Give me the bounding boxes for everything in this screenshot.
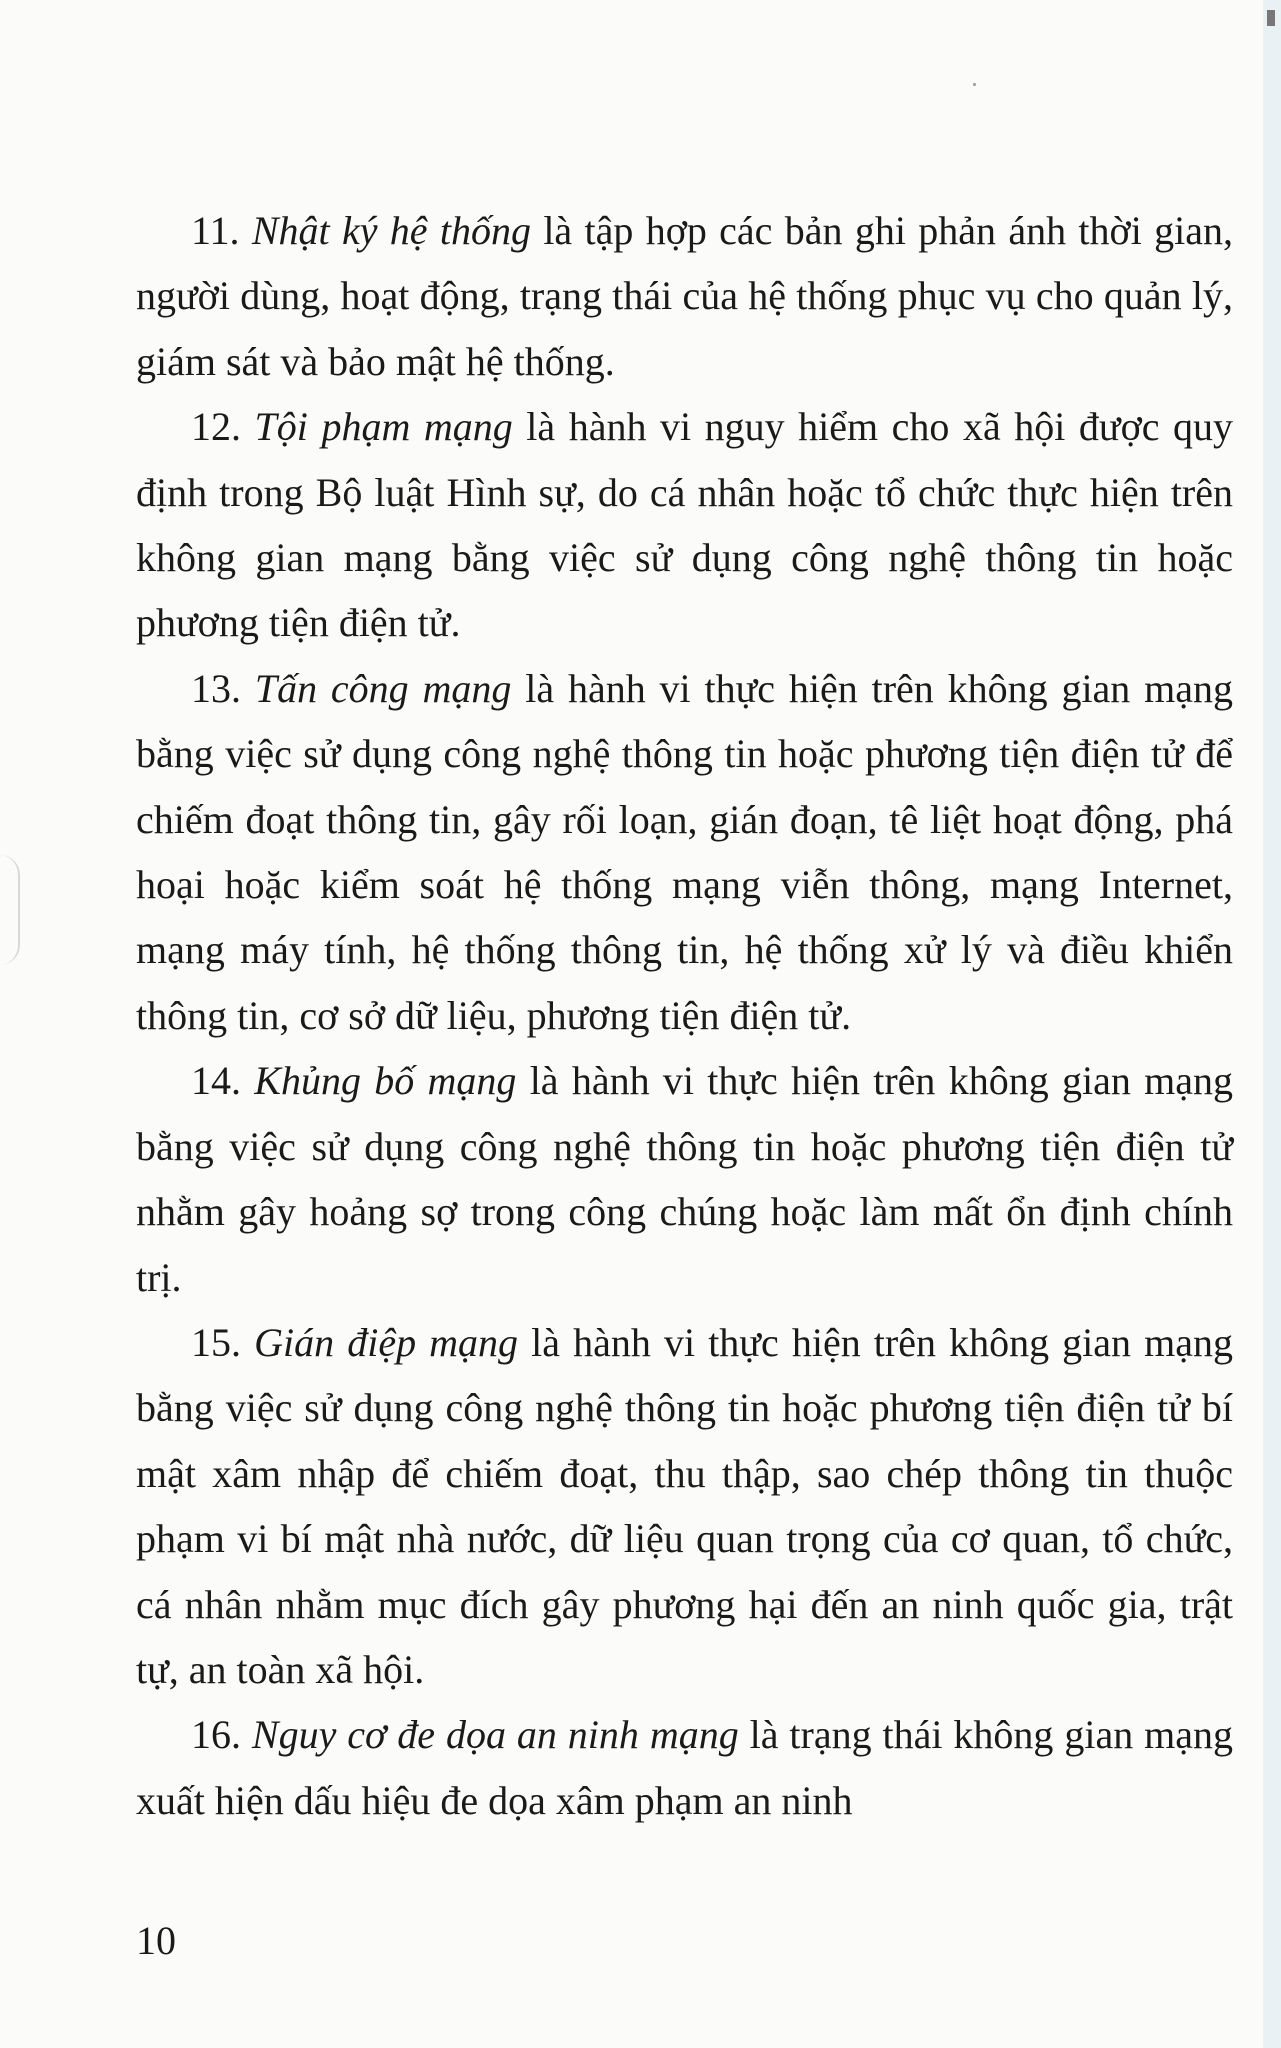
body-text [136, 198, 1233, 1833]
scan-speck [973, 83, 976, 86]
definition-text: là hành vi thực hiện trên không gian mạng bằng việc sử dụng công nghệ thông tin hoặc phương tiện điện tử nhằm gây hoảng sợ trong công chúng hoặc làm mất ổn định chính trị. [136, 1058, 1233, 1300]
definition-paragraph-13 [136, 656, 1233, 1048]
defined-term: Gián điệp mạng [254, 1319, 519, 1365]
definition-text: là hành vi nguy hiểm cho xã hội được quy định trong Bộ luật Hình sự, do cá nhân hoặc tổ chức thực hiện trên không gian mạng bằng việc sử dụng công nghệ thông tin hoặc phương tiện điện tử. [136, 404, 1234, 646]
margin-shadow [0, 855, 20, 965]
definition-text: là trạng thái không gian mạng xuất hiện dấu hiệu đe dọa xâm phạm an ninh [136, 1712, 1233, 1823]
definition-paragraph-15 [136, 1310, 1233, 1702]
defined-term: Tội phạm mạng [254, 404, 513, 450]
defined-term: Khủng bố mạng [254, 1058, 517, 1104]
definition-paragraph-14 [136, 1048, 1233, 1310]
paragraph-number: 13. [191, 665, 241, 711]
definition-text: là hành vi thực hiện trên không gian mạng bằng việc sử dụng công nghệ thông tin hoặc phương tiện điện tử bí mật xâm nhập để chiếm đoạt, thu thập, sao chép thông tin thuộc phạm vi bí mật nhà nước, dữ liệu quan trọng của cơ quan, tổ chức, cá nhân nhằm mục đích gây phương hại đến an ninh quốc gia, trật tự, an toàn xã hội. [136, 1319, 1234, 1692]
defined-term: Tấn công mạng [254, 665, 512, 711]
paragraph-number: 11. [191, 208, 240, 253]
defined-term: Nguy cơ đe dọa an ninh mạng [251, 1712, 739, 1758]
paragraph-number: 16. [191, 1712, 241, 1758]
defined-term: Nhật ký hệ thống [251, 208, 531, 253]
definition-paragraph-12 [136, 394, 1233, 656]
definition-text: là tập hợp các bản ghi phản ánh thời gian, người dùng, hoạt động, trạng thái của hệ thống phục vụ cho quản lý, giám sát và bảo mật hệ thống. [136, 208, 1233, 384]
page-edge [1263, 0, 1281, 2048]
definition-paragraph-11 [136, 198, 1233, 394]
definition-text: là hành vi thực hiện trên không gian mạng bằng việc sử dụng công nghệ thông tin hoặc phương tiện điện tử để chiếm đoạt thông tin, gây rối loạn, gián đoạn, tê liệt hoạt động, phá hoại hoặc kiểm soát hệ thống mạng viễn thông, mạng Internet, mạng máy tính, hệ thống thông tin, hệ thống xử lý và điều khiển thông tin, cơ sở dữ liệu, phương tiện điện tử. [136, 665, 1234, 1038]
scan-mark [1267, 10, 1275, 26]
definition-paragraph-16 [136, 1702, 1233, 1833]
paragraph-number: 14. [191, 1058, 241, 1104]
paragraph-number: 15. [191, 1319, 241, 1365]
page-number: 10 [136, 1918, 176, 1963]
paragraph-number: 12. [191, 404, 241, 450]
